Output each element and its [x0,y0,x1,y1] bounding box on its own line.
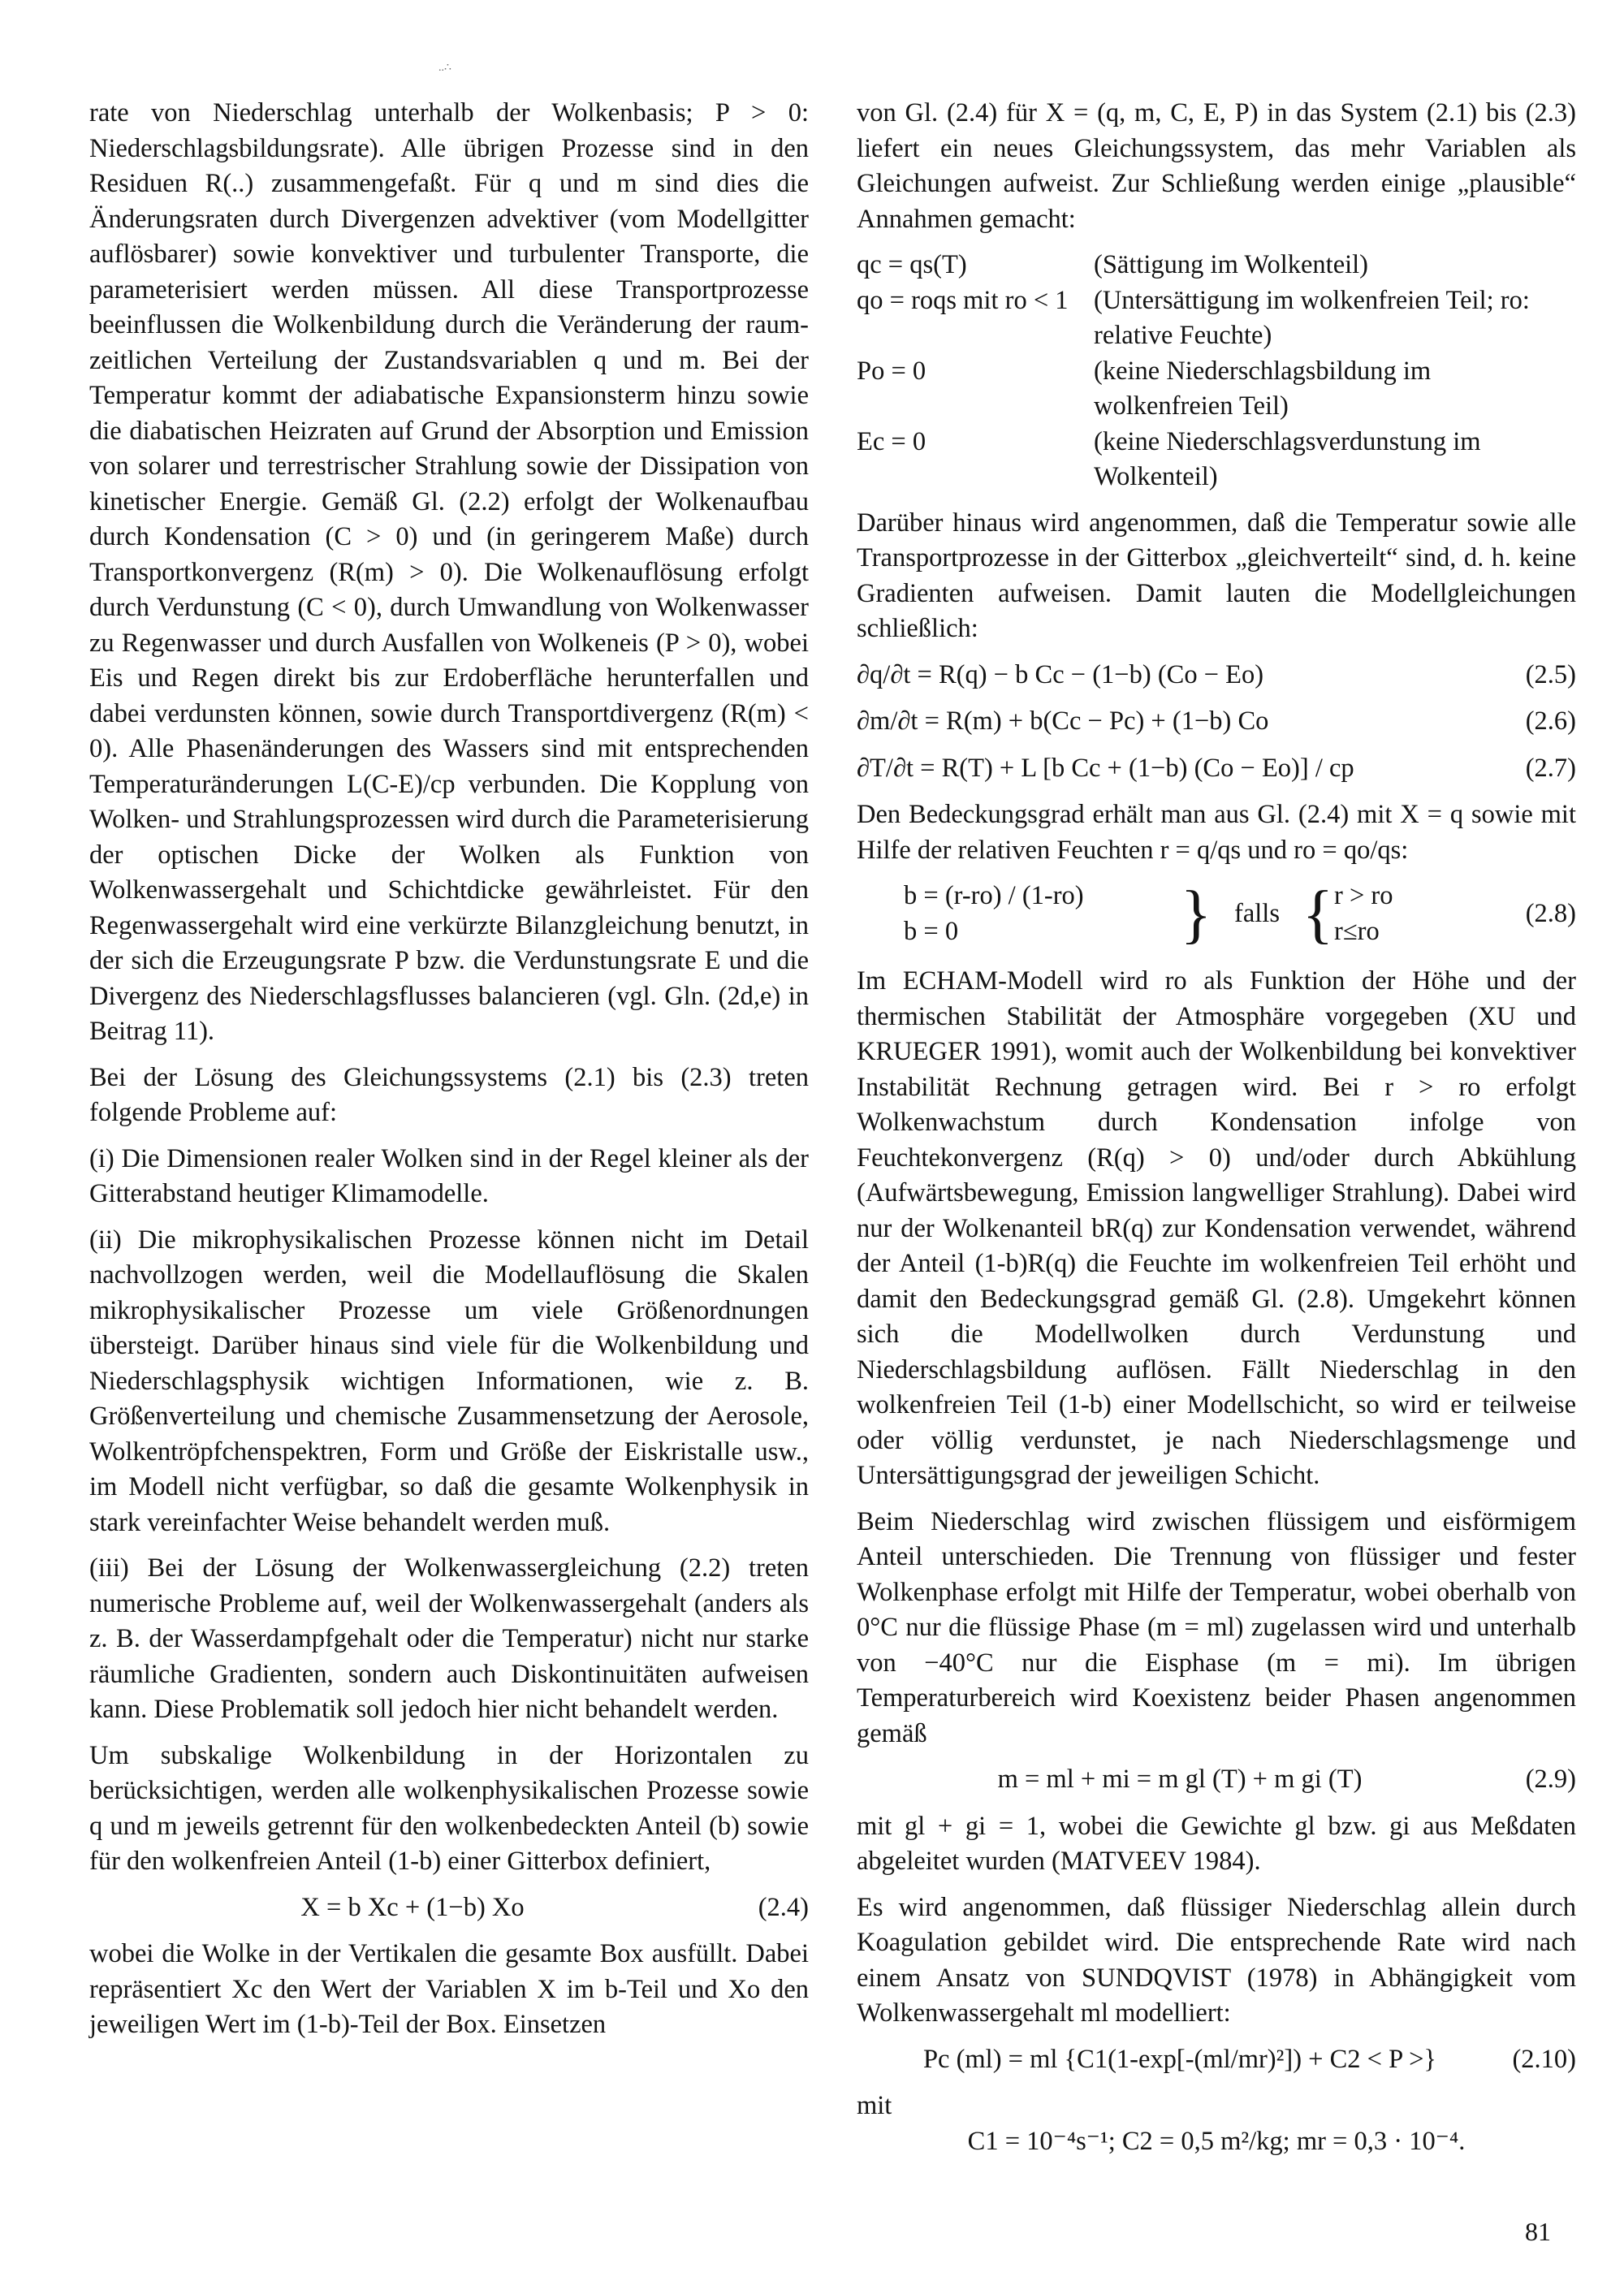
equation-body: ∂T/∂t = R(T) + L [b Cc + (1−b) (Co − Eo)] / cp [857,753,1354,783]
equation-2-7 [857,751,1576,787]
paragraph-mit: mit [857,2091,892,2120]
case-word: falls [1234,898,1280,928]
case-condition-1: r > ro [1334,881,1393,910]
paragraph-closure-intro: von Gl. (2.4) für X = (q, m, C, E, P) in das System (2.1) bis (2.3) liefert ein neues Gleichungssystem, das mehr Variablen als Gleichungen aufweist. Zur Schließung werden einige „plausible“ Annahmen gemacht: [857,98,1576,234]
equation-constants [857,2124,1576,2160]
assumption-note: (Untersättigung im wolkenfreien Teil; ro: relative Feuchte) [1094,285,1530,350]
equation-number: (2.9) [1525,1765,1576,1794]
equation-2-6 [857,704,1576,740]
equation-2-9 [857,1762,1576,1798]
equation-body: C1 = 10⁻⁴s⁻¹; C2 = 0,5 m²/kg; mr = 0,3 · 10⁻⁴. [967,2126,1466,2156]
equation-number: (2.4) [758,1892,809,1922]
equation-number: (2.7) [1525,753,1576,783]
case-values [904,879,1180,949]
assumption-formula: Ec = 0 [857,426,926,456]
left-column [89,96,809,2054]
paragraph-cloud-cover: Den Bedeckungsgrad erhält man aus Gl. (2.4) mit X = q sowie mit Hilfe der relativen Feuchten r = q/qs und ro = qo/qs: [857,800,1576,865]
equation-number: (2.5) [1525,659,1576,689]
paragraph-coagulation: Es wird angenommen, daß flüssiger Niederschlag allein durch Koagulation gebildet wird. Die entsprechende Rate wird nach einem Ansatz von SUNDQVIST (1978) in Abhängigkeit vom Wolkenwassergehalt ml modelliert: [857,1892,1576,2028]
equation-2-4 [89,1890,809,1926]
paragraph-precipitation-phases: Beim Niederschlag wird zwischen flüssigem und eisförmigem Anteil unterschieden. Die Trennung von flüssiger und fester Wolkenphase erfolgt mit Hilfe der Temperatur, wobei oberhalb von 0°C nur die flüssige Phase (m = ml) zugelassen wird und unterhalb von −40°C nur die Eisphase (m = mi). Im übrigen Temperaturbereich wird Koexistenz beider Phasen angenommen gemäß [857,1506,1576,1748]
assumption-note: (keine Niederschlagsbildung im wolkenfreien Teil) [1094,356,1432,421]
equation-number: (2.6) [1525,706,1576,736]
problem-item-i: (i) Die Dimensionen realer Wolken sind in der Regel kleiner als der Gitterabstand heutiger Klimamodelle. [89,1143,809,1208]
problem-item-iii: (iii) Bei der Lösung der Wolkenwassergleichung (2.2) treten numerische Probleme auf, weil der Wolkenwassergehalt (anders als z. B. der Wasserdampfgehalt oder die Temperatur) nicht nur starke räumliche Gradienten, sondern auch Diskontinuitäten aufweisen kann. Diese Problematik soll jedoch hier nicht behandelt werden. [89,1553,809,1724]
problem-item-ii: (ii) Die mikrophysikalischen Prozesse können nicht im Detail nachvollzogen werden, weil die Modellauflösung die Skalen mikrophysikalischer Prozesse um viele Größenordnungen übersteigt. Darüber hinaus sind viele für die Wolkenbildung und Niederschlagsphysik wichtigen Informationen, wie z. B. Größenverteilung und chemische Zusammensetzung der Aerosole, Wolkentröpfchenspektren, Form und Größe der Eiskristalle usw., im Modell nicht verfügbar, so daß die gesamte Wolkenphysik in stark vereinfachter Weise behandelt werden muß. [89,1225,809,1537]
case-line-1: b = (r-ro) / (1-ro) [904,881,1084,910]
paragraph-process-description: rate von Niederschlag unterhalb der Wolkenbasis; P > 0: Niederschlagsbildungsrate). Alle übrigen Prozesse sind in den Residuen R(..) zusammengefaßt. Für q und m sind dies die Änderungsraten durch Divergenzen advektiver (vom Modellgitter auflösbarer) sowie konvektiver und turbulenter Transporte, die parameterisiert werden müssen. All diese Transportprozesse beeinflussen die Wolkenbildung durch die Veränderung der raum-zeitlichen Verteilung der Zustandsvariablen q und m. Bei der Temperatur kommt der adiabatische Expansionsterm hinzu sowie die diabatischen Heizraten auf Grund der Absorption und Emission von solarer und terrestrischer Strahlung sowie der Dissipation von kinetischer Energie. Gemäß Gl. (2.2) erfolgt der Wolkenaufbau durch Kondensation (C > 0) und (in geringerem Maße) durch Transportkonvergenz (R(m) > 0). Die Wolkenauflösung erfolgt durch Verdunstung (C < 0), durch Umwandlung von Wolkenwasser zu Regenwasser und durch Ausfallen von Wolkeneis (P > 0), wobei Eis und Regen direkt bis zur Erdoberfläche herunterfallen und dabei verdunsten können, sowie durch Transportdivergenz (R(m) < 0). Alle Phasenänderungen des Wassers sind mit entsprechenden Temperaturänderungen L(C-E)/cp verbunden. Die Kopplung von Wolken- und Strahlungsprozessen wird durch die Parameterisierung der optischen Dicke der Wolken als Funktion von Wolkenwassergehalt und Schichtdicke gewährleistet. Für den Regenwassergehalt wird eine verkürzte Bilanzgleichung benutzt, in der sich die Erzeugungsrate P bzw. die Verdunstungsrate E und die Divergenz des Niederschlagsflusses balancieren (vgl. Gln. (2d,e) in Beitrag 11). [89,98,809,1046]
equation-body: X = b Xc + (1−b) Xo [300,1892,525,1922]
equation-2-10 [857,2042,1576,2078]
paragraph-subgrid-clouds: Um subskalige Wolkenbildung in der Horizontalen zu berücksichtigen, werden alle wolkenphysikalischen Prozesse sowie q und m jeweils getrennt für den wolkenbedeckten Anteil (b) sowie für den wolkenfreien Anteil (1-b) einer Gitterbox definiert, [89,1740,809,1876]
equation-number: (2.8) [1525,898,1576,928]
paragraph-echam-model: Im ECHAM-Modell wird ro als Funktion der Höhe und der thermischen Stabilität der Atmosphäre vorgegeben (XU und KRUEGER 1991), womit auch der Wolkenbildung bei konvektiver Instabilität Rechnung getragen wird. Bei r > ro erfolgt Wolkenwachstum durch Kondensation infolge von Feuchtekonvergenz (R(q) > 0) und/oder durch Abkühlung (Aufwärtsbewegung, Emission langwelliger Strahlung). Dabei wird nur der Wolkenanteil bR(q) zur Kondensation verwendet, während der Anteil (1-b)R(q) die Feuchte im wolkenfreien Teil erhöht und damit den Bedeckungsgrad gemäß Gl. (2.8). Umgekehrt können sich die Modellwolken durch Verdunstung und Niederschlagsbildung auflösen. Fällt Niederschlag in den wolkenfreien Teil (1-b) einer Modellschicht, so wird er teilweise oder völlig verdunstet, je nach Niederschlagsmenge und Untersättigungsgrad der jeweiligen Schicht. [857,966,1576,1490]
paragraph-model-equations-intro: Darüber hinaus wird angenommen, daß die Temperatur sowie alle Transportprozesse in der Gitterbox „gleichverteilt“ sind, d. h. keine Gradienten aufweisen. Damit lauten die Modellgleichungen schließlich: [857,508,1576,643]
right-brace: } [1180,878,1212,950]
case-condition-2: r≤ro [1334,916,1380,946]
assumption-formula: qo = roqs mit ro < 1 [857,285,1069,315]
assumption-row [857,248,1576,283]
assumption-row [857,354,1576,425]
equation-body: Pc (ml) = ml {C1(1-exp[-(ml/mr)²]) + C2 < P >} [922,2044,1437,2074]
equation-body: ∂q/∂t = R(q) − b Cc − (1−b) (Co − Eo) [857,659,1264,689]
left-brace: { [1302,878,1334,950]
assumption-note: (keine Niederschlagsverdunstung im Wolkenteil) [1094,426,1481,491]
assumption-formula: Po = 0 [857,356,926,386]
equation-2-5 [857,658,1576,693]
page-number: 81 [1525,2217,1551,2246]
assumption-formula: qc = qs(T) [857,250,967,279]
case-conditions [1334,879,1407,949]
equation-body: m = ml + mi = m gl (T) + m gi (T) [997,1765,1363,1794]
equation-body: ∂m/∂t = R(m) + b(Cc − Pc) + (1−b) Co [857,706,1269,736]
assumption-row [857,283,1576,354]
paragraph-cloud-vertical: wobei die Wolke in der Vertikalen die gesamte Box ausfüllt. Dabei repräsentiert Xc den Wert der Variablen X im b-Teil und Xo den jeweiligen Wert im (1-b)-Teil der Box. Einsetzen [89,1939,809,2039]
equation-2-8 [857,879,1576,949]
equation-number: (2.10) [1512,2044,1576,2074]
scan-mark: ..∴ [438,62,451,74]
right-column [857,96,1576,2171]
paragraph-weights: mit gl + gi = 1, wobei die Gewichte gl bzw. gi aus Meßdaten abgeleitet wurden (MATVEEV 1984). [857,1811,1576,1876]
assumption-row [857,425,1576,495]
assumption-note: (Sättigung im Wolkenteil) [1094,250,1368,279]
paragraph-problems-intro: Bei der Lösung des Gleichungssystems (2.1) bis (2.3) treten folgende Probleme auf: [89,1062,809,1127]
case-line-2: b = 0 [904,916,959,946]
